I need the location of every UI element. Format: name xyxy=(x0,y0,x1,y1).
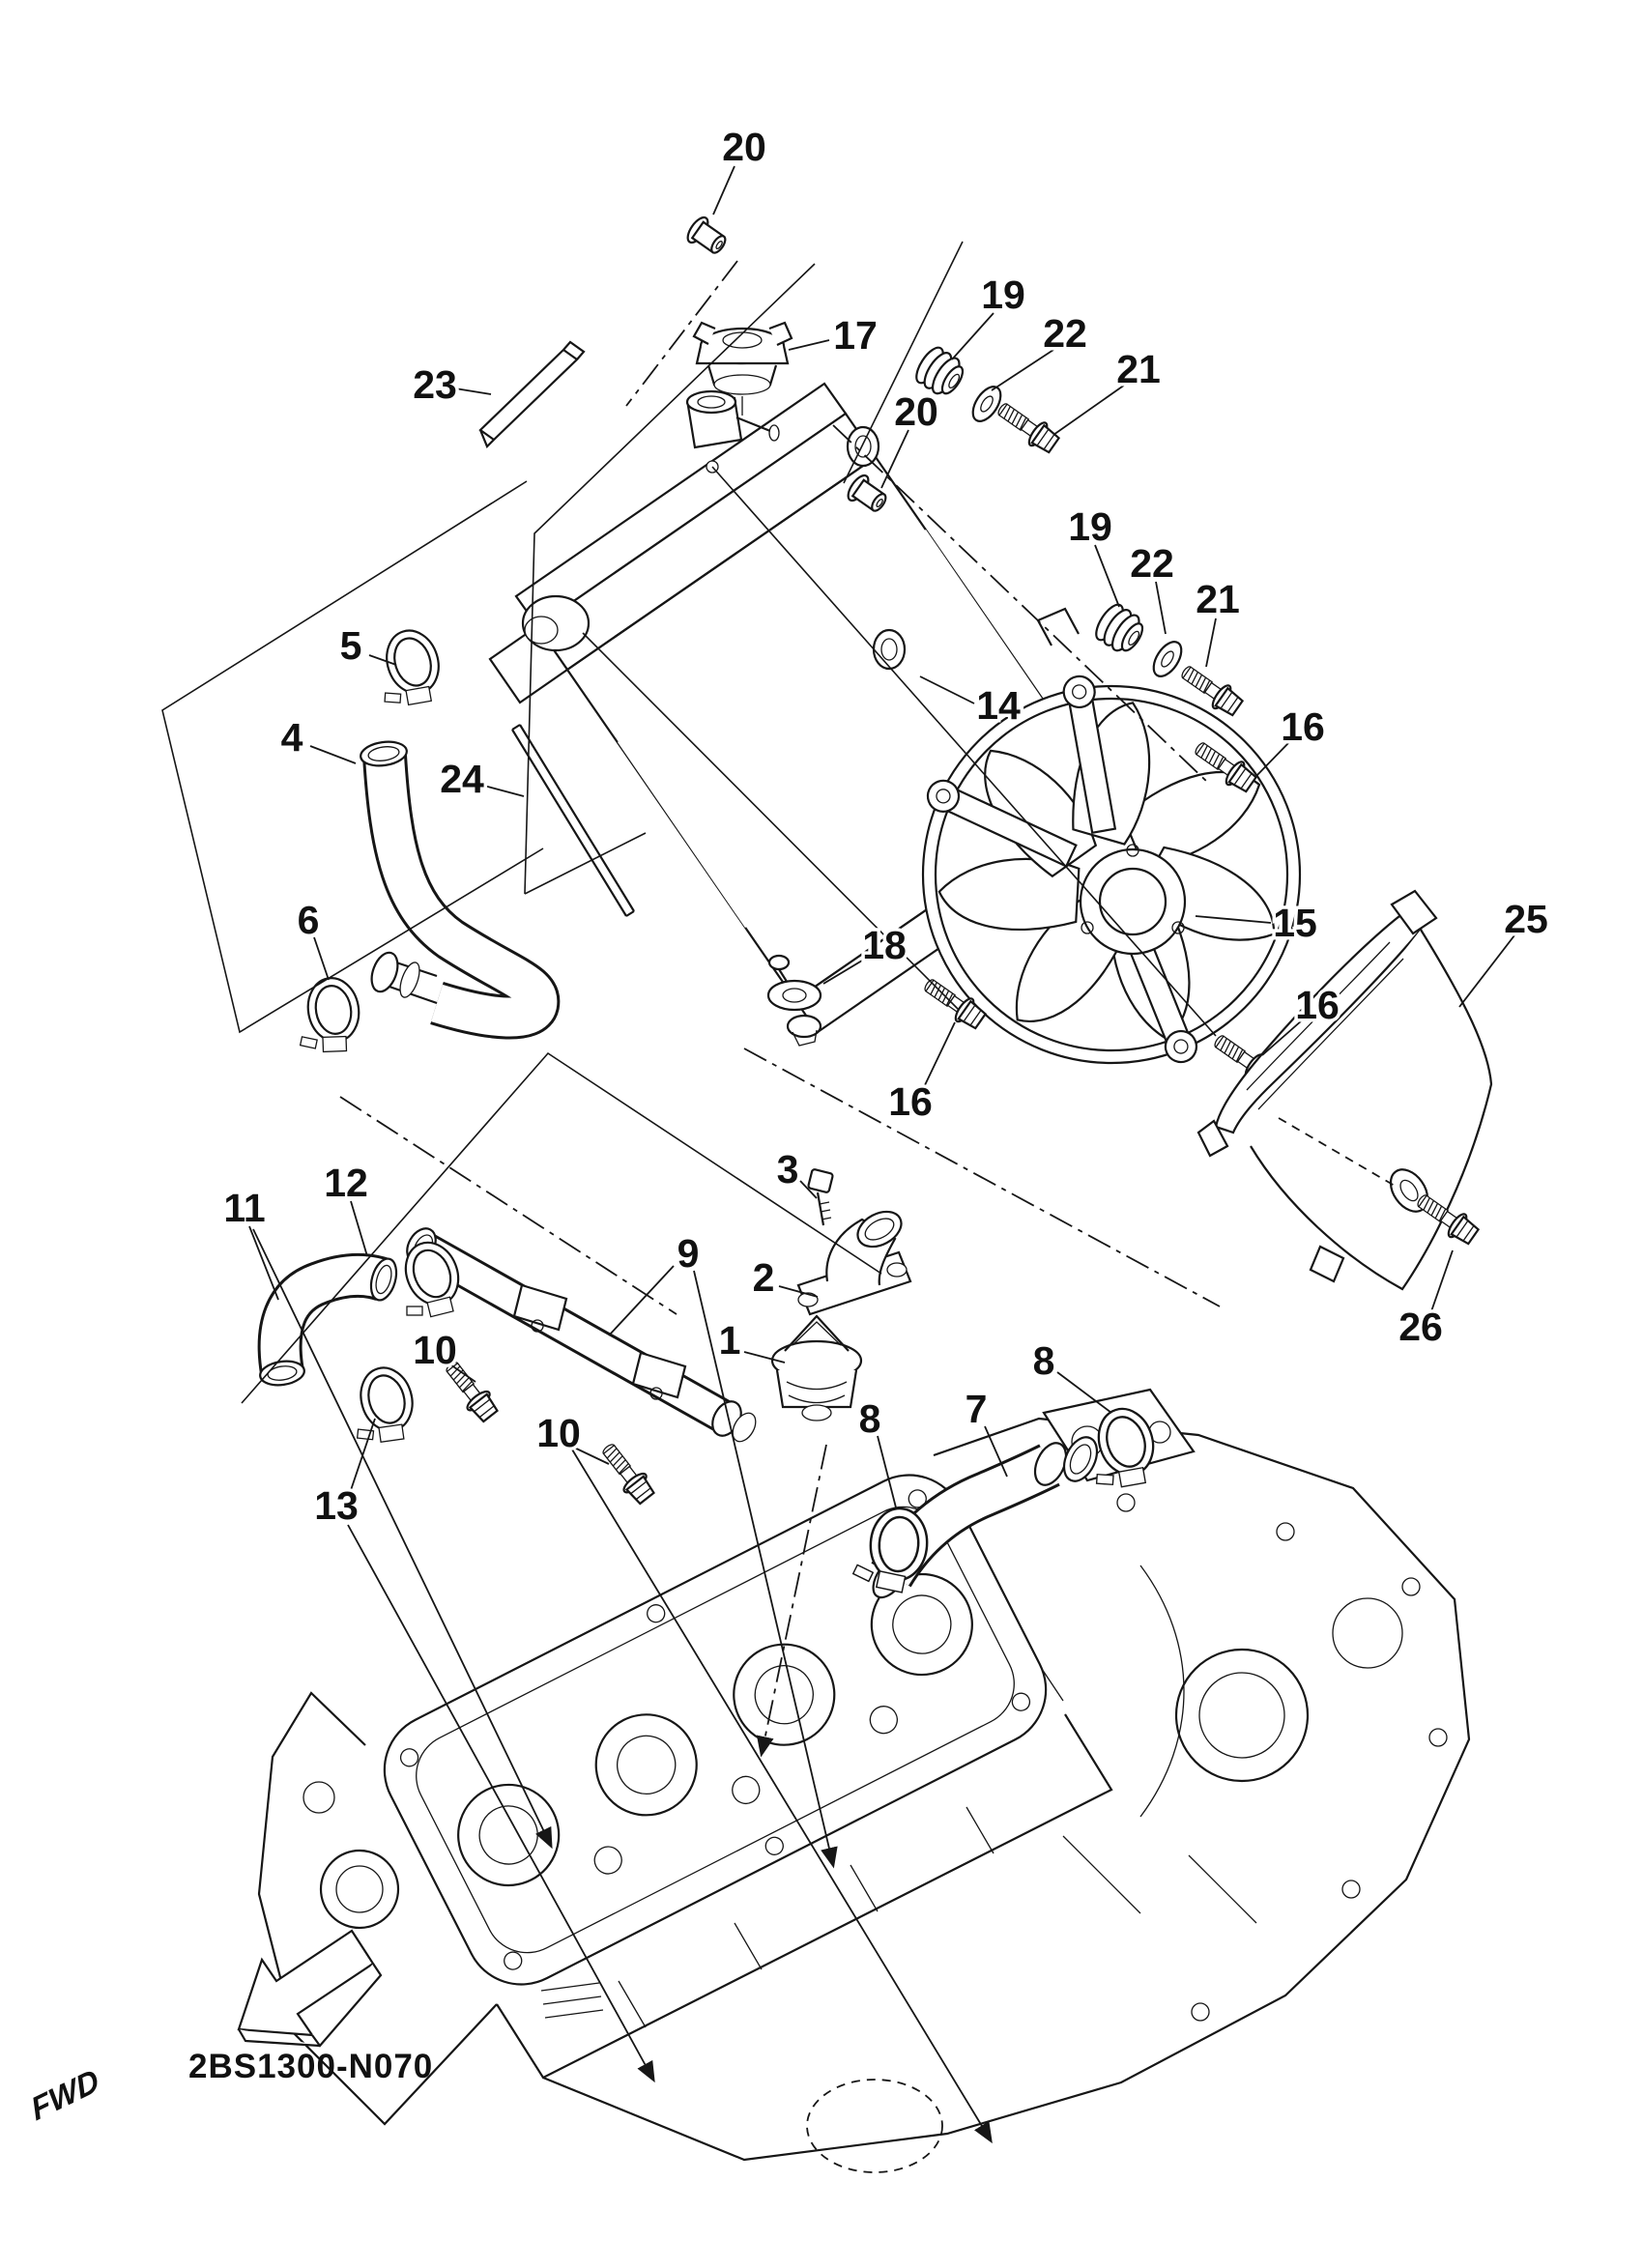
callout-number[interactable]: 21 xyxy=(1116,347,1161,391)
callout-number[interactable]: 11 xyxy=(223,1186,266,1230)
collar-20b xyxy=(845,473,891,517)
callout-25-18[interactable] xyxy=(1459,897,1548,1007)
callout-number[interactable]: 10 xyxy=(536,1411,581,1455)
callout-24-12[interactable] xyxy=(440,757,524,801)
callout-number[interactable]: 7 xyxy=(965,1387,988,1431)
callout-19-7[interactable] xyxy=(1068,504,1119,607)
callout-17-2[interactable] xyxy=(789,313,878,358)
washer-22b xyxy=(1148,637,1187,681)
callout-number[interactable]: 15 xyxy=(1273,901,1317,945)
radiator-bracket-upper xyxy=(848,427,879,466)
callout-number[interactable]: 21 xyxy=(1196,577,1240,621)
callout-5-10[interactable] xyxy=(340,623,396,668)
callout-number[interactable]: 13 xyxy=(314,1483,359,1528)
hose-clamp-13 xyxy=(340,1362,422,1451)
engine-block xyxy=(259,1390,1469,2172)
washer-22a xyxy=(967,382,1006,426)
drain-screw xyxy=(768,956,821,1046)
callout-number[interactable]: 12 xyxy=(324,1161,368,1205)
callout-number[interactable]: 19 xyxy=(1068,504,1112,549)
collar-20a xyxy=(684,215,731,259)
callout-16-20[interactable] xyxy=(888,1022,955,1124)
callout-number[interactable]: 3 xyxy=(776,1147,799,1191)
hose-clamp-5 xyxy=(366,624,450,715)
callout-number[interactable]: 16 xyxy=(1295,983,1340,1027)
callout-12-21[interactable] xyxy=(324,1161,368,1256)
callout-number[interactable]: 8 xyxy=(1032,1338,1055,1383)
callout-20-0[interactable] xyxy=(713,125,766,215)
callout-21-5[interactable] xyxy=(1053,347,1161,435)
callout-number[interactable]: 24 xyxy=(440,757,484,801)
callout-number[interactable]: 22 xyxy=(1043,311,1087,356)
part-code: 2BS1300-N070 xyxy=(188,2048,434,2085)
grommet-19b xyxy=(1091,600,1149,657)
callout-number[interactable]: 14 xyxy=(976,683,1021,728)
callout-number[interactable]: 25 xyxy=(1504,897,1548,941)
callout-number[interactable]: 1 xyxy=(718,1318,741,1363)
callout-20-6[interactable] xyxy=(881,389,938,488)
callout-number[interactable]: 26 xyxy=(1398,1305,1443,1349)
fwd-label: FWD xyxy=(27,2062,104,2129)
callout-19-3[interactable] xyxy=(952,273,1025,359)
callout-number[interactable]: 18 xyxy=(862,923,907,967)
bolt-21a xyxy=(993,397,1061,457)
seal-strip xyxy=(512,725,634,916)
callout-4-11[interactable] xyxy=(281,715,356,763)
fwd-arrow xyxy=(27,1931,381,2129)
bolt-10b xyxy=(596,1439,658,1507)
frame-line xyxy=(525,833,646,894)
callout-number[interactable]: 5 xyxy=(339,623,362,668)
thermostat-housing xyxy=(798,1205,910,1314)
callout-23-1[interactable] xyxy=(413,362,491,407)
callout-number[interactable]: 20 xyxy=(722,125,766,169)
callout-number[interactable]: 9 xyxy=(677,1231,700,1276)
callout-number[interactable]: 6 xyxy=(297,898,320,942)
radiator-bracket-right xyxy=(874,630,905,669)
callout-21-9[interactable] xyxy=(1196,577,1240,667)
seal-bar xyxy=(480,342,584,446)
callout-number[interactable]: 20 xyxy=(894,389,938,434)
callout-number[interactable]: 17 xyxy=(833,313,878,358)
callout-number[interactable]: 16 xyxy=(888,1079,933,1124)
socket-bolt-3 xyxy=(808,1169,833,1225)
callout-22-4[interactable] xyxy=(992,311,1087,390)
callout-number[interactable]: 19 xyxy=(981,273,1025,317)
callout-number[interactable]: 8 xyxy=(858,1396,881,1441)
callout-number[interactable]: 16 xyxy=(1281,704,1325,749)
callout-number[interactable]: 2 xyxy=(752,1255,775,1300)
callout-16-14[interactable] xyxy=(1255,704,1325,777)
callout-number[interactable]: 4 xyxy=(280,715,303,760)
thermostat xyxy=(772,1316,861,1421)
callout-number[interactable]: 23 xyxy=(413,362,457,407)
callout-number[interactable]: 10 xyxy=(413,1328,457,1372)
callout-number[interactable]: 22 xyxy=(1130,541,1174,586)
callout-6-16[interactable] xyxy=(298,898,329,980)
hose-clamp-6 xyxy=(290,974,366,1059)
